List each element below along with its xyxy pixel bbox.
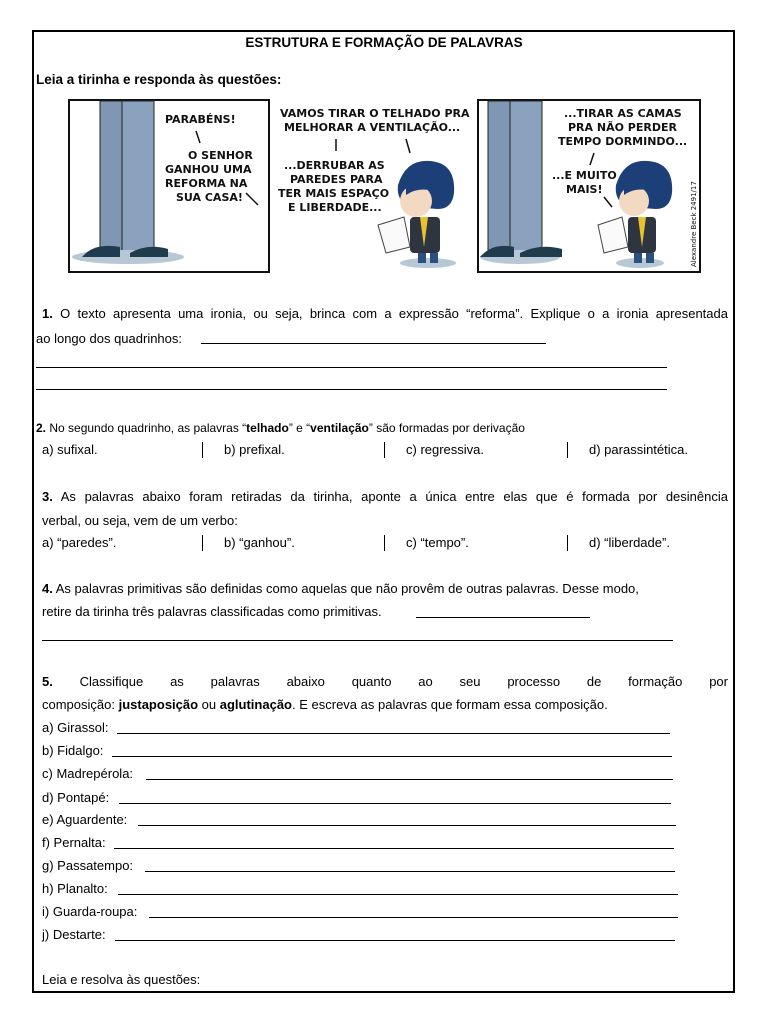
q5-term-aglutinacao: aglutinação	[219, 697, 292, 712]
q4-line1	[42, 581, 639, 597]
q4-text-line2: retire da tirinha três palavras classificadas como primitivas.	[42, 604, 382, 619]
q2-text-mid: ” e “	[288, 421, 311, 435]
option-separator	[384, 535, 385, 551]
q3-number: 3.	[42, 489, 53, 504]
q5-answer-line[interactable]	[119, 803, 671, 804]
q5-word: ao	[418, 674, 433, 689]
q5-word: de	[586, 674, 602, 689]
q1-line1	[42, 306, 728, 321]
q5-answer-line[interactable]	[112, 756, 672, 757]
q5-item-aguardente: e) Aguardente:	[42, 812, 128, 827]
q5-answer-line[interactable]	[118, 894, 678, 895]
q3-text-line1: As palavras abaixo foram retiradas da tirinha, aponte a única entre elas que é formada por desinência	[60, 489, 728, 504]
option-separator	[384, 442, 385, 458]
q5-word: formação	[628, 674, 683, 689]
q5-item-passatempo: g) Passatempo:	[42, 858, 134, 873]
q5-item-girassol: a) Girassol:	[42, 720, 109, 735]
q5-answer-line[interactable]	[138, 825, 676, 826]
q4-text-line1: As palavras primitivas são definidas como aquelas que não provêm de outras palavras. Desse modo,	[55, 581, 639, 596]
q5-item-madreperola: c) Madrepérola:	[42, 766, 134, 781]
panel2-bottom-2: TER MAIS ESPAÇO	[278, 187, 390, 200]
q2-word-telhado: telhado	[246, 421, 289, 435]
q5-answer-line[interactable]	[117, 733, 670, 734]
q5-word: as	[170, 674, 184, 689]
comic-panel-3	[478, 100, 700, 272]
option-separator	[202, 442, 203, 458]
option-separator	[202, 535, 203, 551]
q5-item-guarda-roupa: i) Guarda-roupa:	[42, 904, 138, 919]
q5-word: quanto	[351, 674, 392, 689]
q5-word: por	[709, 674, 728, 689]
q1-text-line2: ao longo dos quadrinhos:	[36, 331, 183, 346]
q5-item-pernalta: f) Pernalta:	[42, 835, 106, 850]
q5-term-justaposicao: justaposição	[118, 697, 199, 712]
q3-option-d[interactable]: d) “liberdade”.	[589, 535, 670, 550]
page-title: ESTRUTURA E FORMAÇÃO DE PALAVRAS	[245, 35, 523, 50]
q1-answer-line-1[interactable]	[201, 343, 546, 344]
option-separator	[567, 535, 568, 551]
q5-text-mid: ou	[198, 697, 220, 712]
q2-number: 2.	[36, 421, 47, 435]
q5-answer-line[interactable]	[149, 917, 678, 918]
q1-text-line1: O texto apresenta uma ironia, ou seja, brinca com a expressão “reforma”. Explique o a ironia apresentada	[60, 306, 728, 321]
q5-answer-line[interactable]	[115, 940, 675, 941]
q3-text-line2: verbal, ou seja, vem de um verbo:	[42, 513, 238, 528]
panel3-bottom-1: MAIS!	[566, 183, 603, 196]
panel1-text-0: PARABÉNS!	[165, 113, 236, 126]
q3-line1	[42, 489, 728, 504]
q5-number: 5.	[42, 674, 53, 689]
q5-word: palavras	[210, 674, 260, 689]
q2-text-pre: No segundo quadrinho, as palavras “	[49, 421, 247, 435]
panel3-bottom-0: ...E MUITO	[552, 169, 617, 182]
intro-instruction: Leia a tirinha e responda às questões:	[36, 72, 282, 87]
comic-credit: Alexandre Beck 2491/17	[690, 181, 698, 267]
q2-statement	[36, 420, 525, 436]
option-separator	[567, 442, 568, 458]
q5-item-planalto: h) Planalto:	[42, 881, 108, 896]
q5-item-pontape: d) Pontapé:	[42, 790, 110, 805]
q4-answer-line-1[interactable]	[416, 617, 590, 618]
q5-text-post: . E escreva as palavras que formam essa composição.	[292, 697, 608, 712]
panel1-text-1: O SENHOR	[188, 149, 253, 162]
q5-answer-line[interactable]	[146, 779, 673, 780]
panel2-bottom-3: E LIBERDADE...	[288, 201, 382, 214]
panel2-top-1: MELHORAR A VENTILAÇÃO...	[284, 121, 461, 134]
q5-line1	[42, 674, 728, 689]
q2-word-ventilacao: ventilação	[310, 421, 369, 435]
q5-word: abaixo	[286, 674, 325, 689]
q5-text-pre: composição:	[42, 697, 119, 712]
panel1-text-2: GANHOU UMA	[165, 163, 252, 176]
q5-line2	[42, 697, 608, 713]
q2-text-post: ” são formadas por derivação	[368, 421, 525, 435]
comic-panel-2	[278, 107, 470, 268]
q2-option-b[interactable]: b) prefixal.	[224, 442, 285, 457]
panel3-top-0: ...TIRAR AS CAMAS	[564, 107, 682, 120]
q1-answer-line-2[interactable]	[36, 367, 667, 368]
q1-answer-line-3[interactable]	[36, 389, 667, 390]
q3-option-b[interactable]: b) “ganhou”.	[224, 535, 295, 550]
q2-option-c[interactable]: c) regressiva.	[406, 442, 485, 457]
panel2-bottom-0: ...DERRUBAR AS	[284, 159, 385, 172]
panel3-top-2: TEMPO DORMINDO...	[558, 135, 688, 148]
q5-answer-line[interactable]	[145, 871, 675, 872]
q5-word: processo	[507, 674, 561, 689]
comic-panel-1	[69, 100, 269, 272]
panel3-top-1: PRA NÃO PERDER	[568, 121, 677, 134]
footer-instruction: Leia e resolva às questões:	[42, 972, 201, 987]
q1-number: 1.	[42, 306, 53, 321]
comic-strip	[68, 97, 702, 275]
q2-option-a[interactable]: a) sufixal.	[42, 442, 98, 457]
q5-word: seu	[459, 674, 481, 689]
q3-option-a[interactable]: a) “paredes”.	[42, 535, 117, 550]
q5-word: Classifique	[79, 674, 144, 689]
panel2-top-0: VAMOS TIRAR O TELHADO PRA	[280, 107, 470, 120]
q5-item-destarte: j) Destarte:	[42, 927, 106, 942]
q5-item-fidalgo: b) Fidalgo:	[42, 743, 104, 758]
panel1-text-3: REFORMA NA	[165, 177, 248, 190]
q2-option-d[interactable]: d) parassintética.	[589, 442, 688, 457]
panel2-bottom-1: PAREDES PARA	[290, 173, 383, 186]
q3-option-c[interactable]: c) “tempo”.	[406, 535, 469, 550]
q5-answer-line[interactable]	[114, 848, 674, 849]
panel1-text-4: SUA CASA!	[176, 191, 243, 204]
q4-number: 4.	[42, 581, 53, 596]
q4-answer-line-2[interactable]	[42, 640, 673, 641]
